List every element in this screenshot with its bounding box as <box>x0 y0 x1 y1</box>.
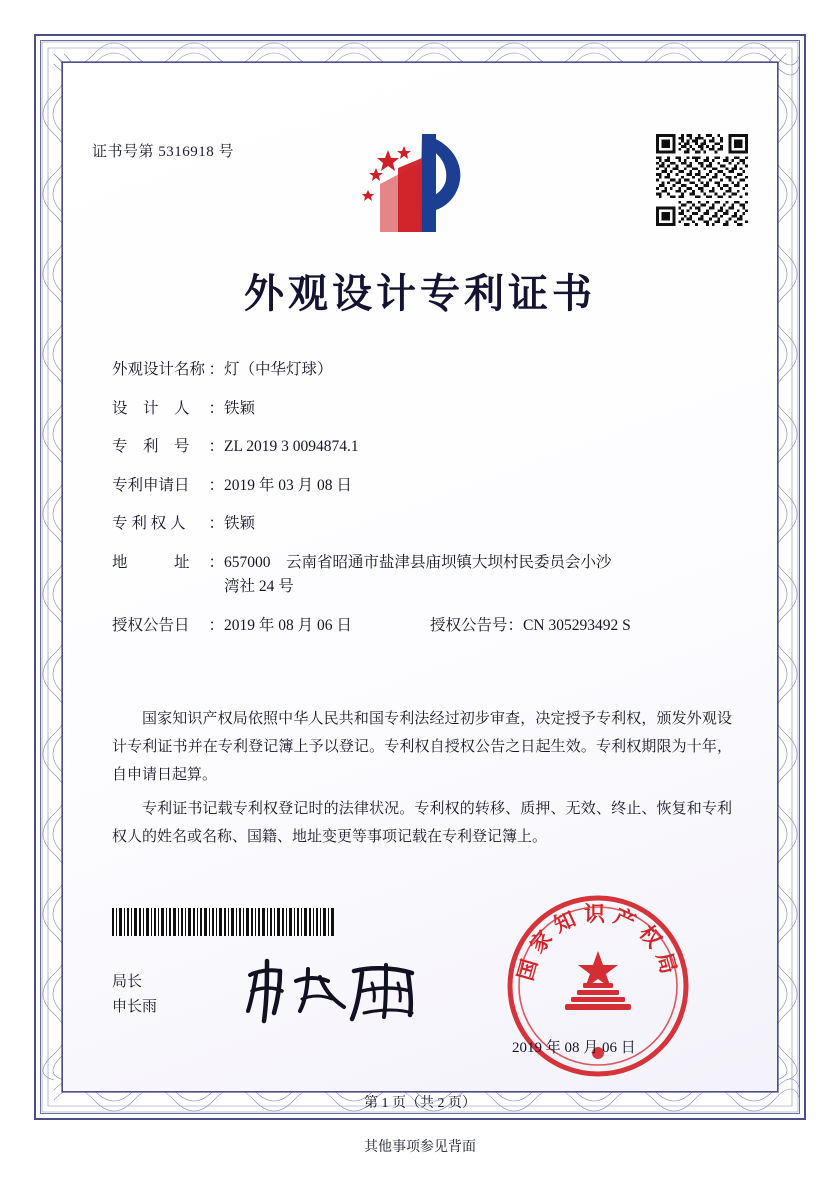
field-value-design-name: 灯（中华灯球） <box>224 361 333 378</box>
field-patentee <box>112 516 732 532</box>
certificate-number: 证书号第 5316918 号 <box>92 144 235 160</box>
field-value-patentee: 铁颖 <box>224 515 256 532</box>
field-label-design-name: 外观设计名称 <box>112 361 206 378</box>
field-grant-row <box>112 618 732 634</box>
barcode-icon <box>112 908 334 936</box>
field-colon: ： <box>208 515 224 532</box>
field-value-grant-date: 2019 年 08 月 06 日 <box>224 616 352 634</box>
director-name-label: 申长雨 <box>112 999 158 1015</box>
field-address <box>112 555 732 595</box>
field-value-address-line1: 657000 云南省昭通市盐津县庙坝镇大坝村民委员会小沙 <box>224 553 612 571</box>
director-role-label: 局长 <box>112 974 143 990</box>
cnipa-logo-icon <box>358 128 478 240</box>
field-label-application-date: 专利申请日 <box>112 476 190 494</box>
qr-code-icon <box>656 134 748 226</box>
field-label-patentee: 专 利 权 人 <box>112 515 186 532</box>
svg-text:国家知识产权局: 国家知识产权局 <box>513 902 683 984</box>
field-colon: ： <box>208 476 224 494</box>
field-value-designer: 铁颖 <box>224 399 256 417</box>
field-colon: ： <box>208 399 224 417</box>
field-label-patent-number: 专 利 号 <box>112 438 190 455</box>
field-value-application-date: 2019 年 03 月 08 日 <box>224 476 352 494</box>
footnote: 其他事项参见背面 <box>364 1140 476 1155</box>
field-colon: ： <box>208 361 224 378</box>
field-colon: ： <box>208 616 224 634</box>
paragraph-1: 国家知识产权局依照中华人民共和国专利法经过初步审查，决定授予专利权，颁发外观设计专利证书并在专利登记簿上予以登记。专利权自授权公告之日起生效。专利权期限为十年，自申请日起算。 <box>112 711 732 783</box>
page-title: 外观设计专利证书 <box>244 271 596 316</box>
legal-text <box>112 705 732 857</box>
seal-date: 2019 年 08 月 06 日 <box>512 1040 636 1056</box>
field-value-grant-number: CN 305293492 S <box>523 616 631 634</box>
page-number: 第 1 页（共 2 页） <box>364 1096 476 1111</box>
signature-labels <box>112 970 157 1020</box>
handwritten-signature-icon <box>236 955 436 1025</box>
field-colon: ： <box>208 553 224 571</box>
field-label-grant-number: 授权公告号 <box>430 616 508 634</box>
field-designer <box>112 401 732 417</box>
field-colon: ： <box>208 438 224 455</box>
field-patent-number <box>112 439 732 455</box>
paragraph-2: 专利证书记载专利权登记时的法律状况。专利权的转移、质押、无效、终止、恢复和专利权人的姓名或名称、国籍、地址变更等事项记载在专利登记簿上。 <box>112 801 732 845</box>
field-list <box>112 362 732 656</box>
field-application-date <box>112 478 732 494</box>
field-label-designer: 设 计 人 <box>112 399 190 417</box>
field-label-grant-date: 授权公告日 <box>112 616 190 634</box>
field-colon: ： <box>507 616 524 634</box>
field-value-address-line2: 湾社 24 号 <box>224 578 294 595</box>
field-design-name <box>112 362 732 378</box>
field-value-patent-number: ZL 2019 3 0094874.1 <box>224 438 359 455</box>
field-label-address: 地 址 <box>112 553 190 571</box>
